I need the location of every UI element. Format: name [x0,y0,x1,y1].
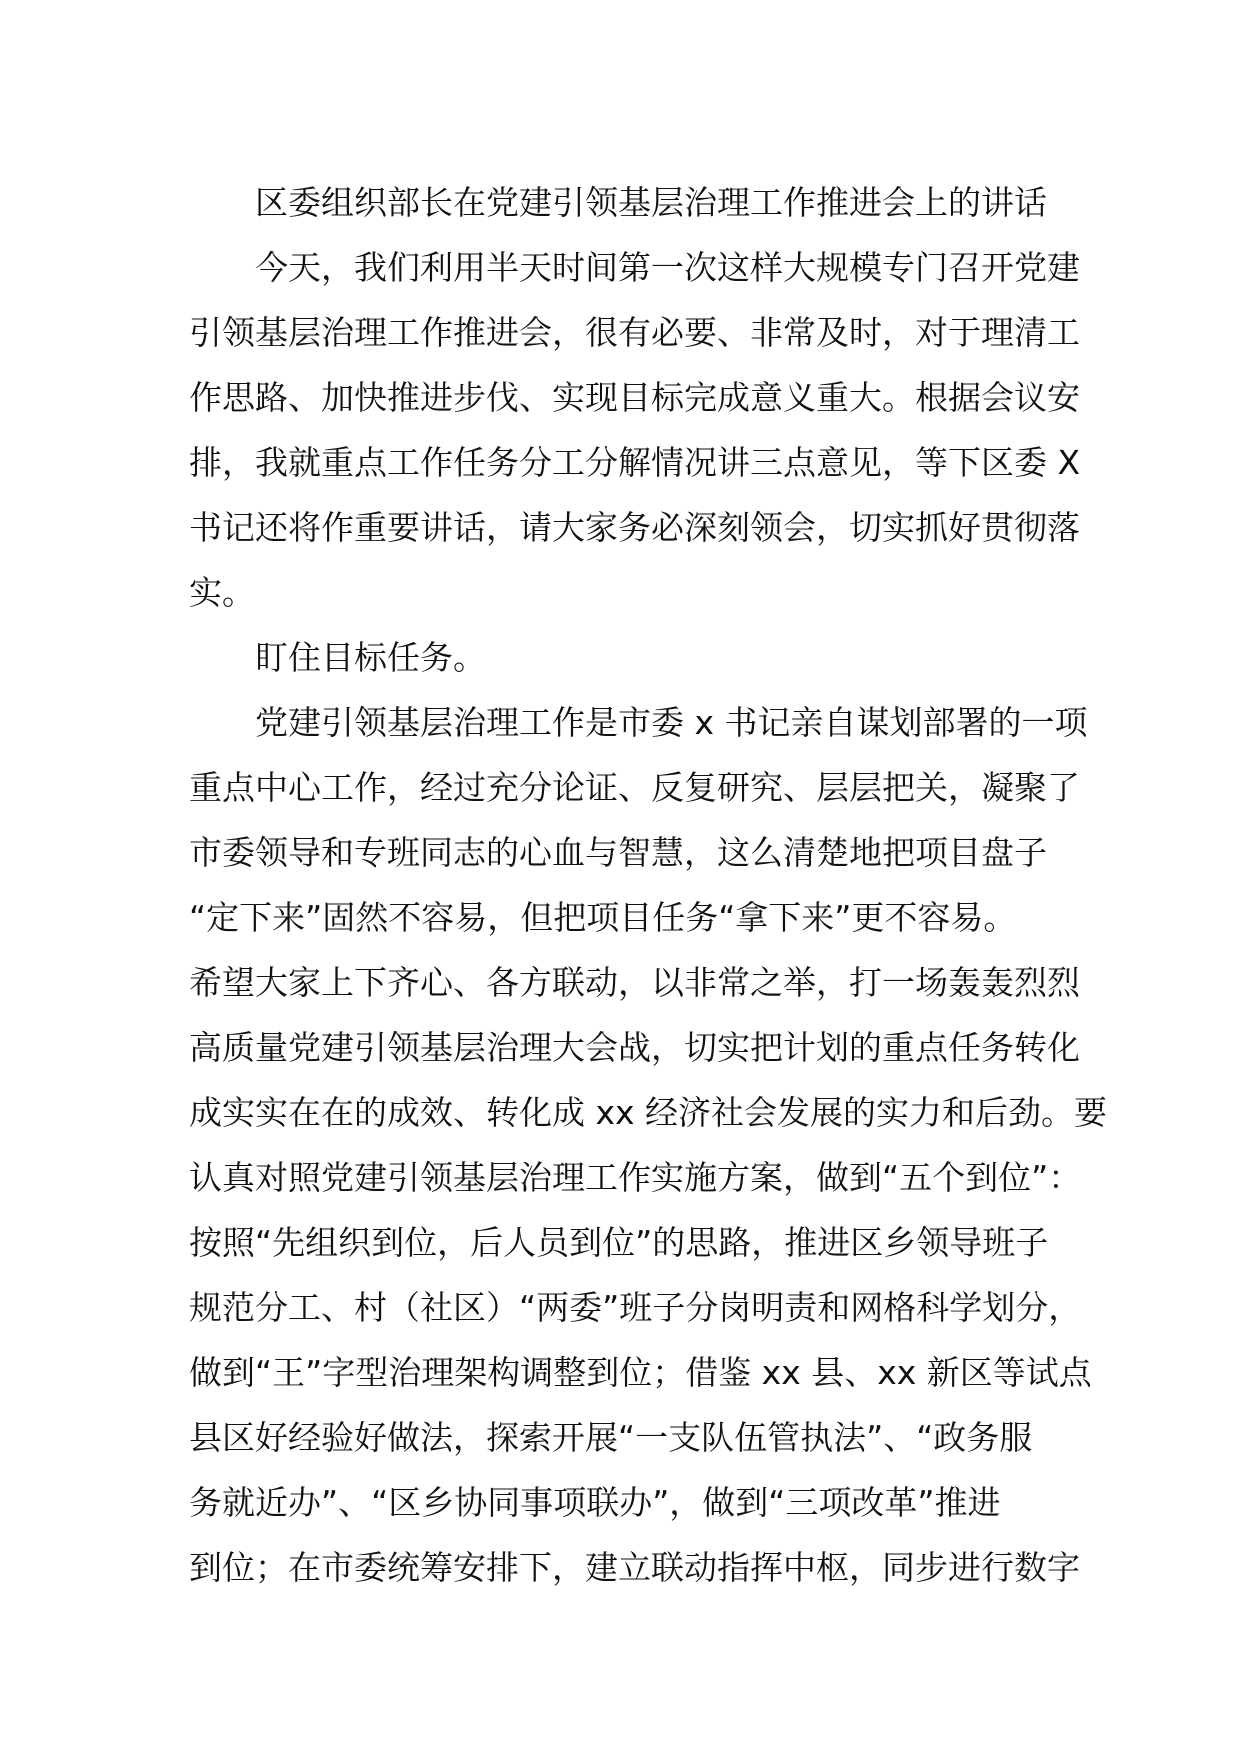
paragraph-line: 市委领导和专班同志的心血与智慧，这么清楚地把项目盘子 [189,833,1047,872]
paragraph-line: 到位；在市委统筹安排下，建立联动指挥中枢，同步进行数字 [189,1548,1080,1587]
paragraph-line: 希望大家上下齐心、各方联动，以非常之举，打一场轰轰烈烈 [189,963,1080,1002]
paragraph-line: 按照“先组织到位，后人员到位”的思路，推进区乡领导班子 [189,1223,1049,1262]
paragraph-line: “定下来”固然不容易，但把项目任务“拿下来”更不容易。 [189,898,1017,937]
paragraph-line: 书记还将作重要讲话，请大家务必深刻领会，切实抓好贯彻落 [189,508,1080,547]
document-title: 区委组织部长在党建引领基层治理工作推进会上的讲话 [189,183,1047,222]
paragraph-line: 重点中心工作，经过充分论证、反复研究、层层把关，凝聚了 [189,768,1080,807]
paragraph-line: 党建引领基层治理工作是市委 x 书记亲自谋划部署的一项 [189,703,1088,742]
paragraph-line: 务就近办”、“区乡协同事项联办”，做到“三项改革”推进 [189,1483,1001,1522]
paragraph-line: 今天，我们利用半天时间第一次这样大规模专门召开党建 [189,248,1080,287]
paragraph-line: 高质量党建引领基层治理大会战，切实把计划的重点任务转化 [189,1028,1080,1067]
paragraph-line: 作思路、加快推进步伐、实现目标完成意义重大。根据会议安 [189,378,1080,417]
paragraph-line: 认真对照党建引领基层治理工作实施方案，做到“五个到位”： [189,1158,1082,1197]
paragraph-line: 县区好经验好做法，探索开展“一支队伍管执法”、“政务服 [189,1418,1033,1457]
section-heading: 盯住目标任务。 [189,638,486,677]
document-body [189,170,1108,1600]
paragraph-line: 引领基层治理工作推进会，很有必要、非常及时，对于理清工 [189,313,1080,352]
paragraph-line: 实。 [189,573,255,612]
paragraph-line: 成实实在在的成效、转化成 xx 经济社会发展的实力和后劲。要 [189,1093,1108,1132]
paragraph-line: 排，我就重点工作任务分工分解情况讲三点意见，等下区委 X [189,443,1081,482]
paragraph-line: 规范分工、村（社区）“两委”班子分岗明责和网格科学划分， [189,1288,1082,1327]
paragraph-line: 做到“王”字型治理架构调整到位；借鉴 xx 县、xx 新区等试点 [189,1353,1092,1392]
